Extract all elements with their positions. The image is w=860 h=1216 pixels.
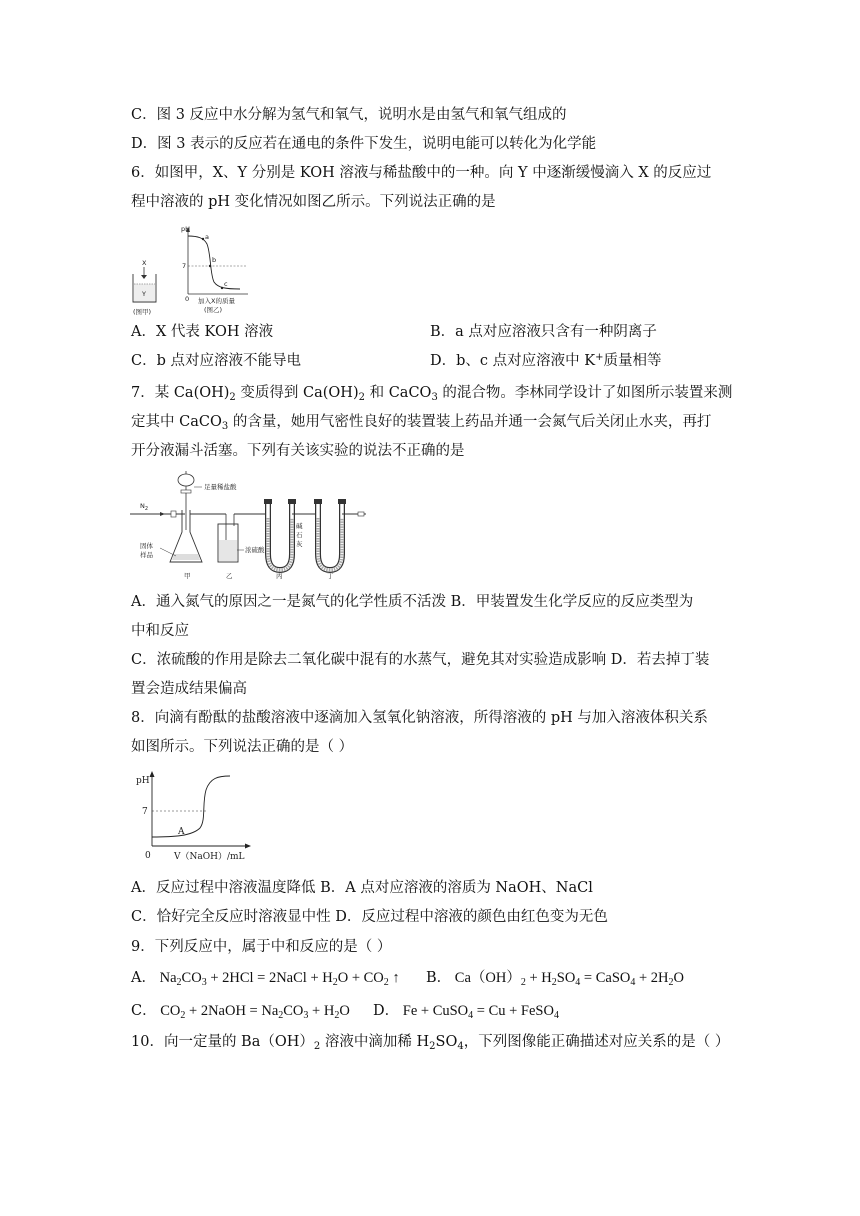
h2so4-label: 浓硫酸 (245, 546, 265, 554)
ph-graph (181, 225, 248, 314)
point-a-label: a (205, 233, 209, 241)
solid-label-1: 固体 (140, 542, 153, 550)
q8-stem-line2: 如图所示。下列说法正确的是（ ） (131, 739, 354, 755)
q7-options-line3: C．浓硫酸的作用是除去二氧化碳中混有的水蒸气，避免其对实验造成影响 D．若去掉丁装 (131, 652, 710, 668)
q7-options-line2: 中和反应 (131, 623, 189, 639)
q9-option-a: A． $Na_2CO_3 + 2HCl$ = 2NaCl + $H_2O + CO_2$ ↑ (131, 970, 400, 988)
u-tube-bing (268, 504, 292, 570)
x-axis-label: V（NaOH）/mL (174, 852, 245, 862)
q7-stem-line2: 定其中 CaCO$_3$ 的含量，她用气密性良好的装置装上药品并通一会氮气后关闭止水夹，再打 (131, 414, 712, 432)
soda-lime-label-1: 碱 (296, 522, 303, 530)
q7-stem-line1: 7．某 $Ca(OH)_2$ 变质得到 $Ca(OH)_2$ 和 CaCO$_3$ 的混合物。李林同学设计了如图所示装置来测 (131, 385, 733, 403)
graph-caption: (图乙) (204, 306, 223, 314)
q8-stem-line1: 8．向滴有酚酞的盐酸溶液中逐滴加入氢氧化钠溶液，所得溶液的 pH 与加入溶液体积关系 (131, 710, 708, 726)
point-c (221, 287, 223, 289)
tick-7: 7 (182, 262, 187, 270)
label-ding: 丁 (327, 572, 334, 580)
q7-stem-line3: 开分液漏斗活塞。下列有关该实验的说法不正确的是 (131, 443, 465, 459)
label-bing: 丙 (276, 572, 283, 580)
q6-option-b: B．a 点对应溶液只含有一种阴离子 (430, 324, 657, 340)
solid-label-2: 样品 (140, 551, 153, 559)
ph-axis-label: pH (136, 776, 150, 786)
point-b-label: b (212, 256, 217, 264)
q5-option-c: C．图 3 反应中水分解为氢气和氧气，说明水是由氢气和氧气组成的 (131, 107, 567, 123)
q7-options-line1: A．通入氮气的原因之一是氮气的化学性质不活泼 B．甲装置发生化学反应的反应类型为 (131, 594, 694, 610)
q6-stem-line1: 6．如图甲，X、Y 分别是 KOH 溶液与稀盐酸中的一种。向 Y 中逐渐缓慢滴入 X 的反应过 (131, 165, 712, 181)
q5-option-d: D．图 3 表示的反应若在通电的条件下发生，说明电能可以转化为化学能 (131, 136, 597, 152)
q9-option-b: B． $Ca(OH)_2 + H_2SO_4$ = CaSO$_4$ + $2H_2O$ (426, 970, 685, 988)
ph-curve (152, 776, 230, 837)
acid-label: 足量稀盐酸 (204, 483, 237, 491)
tick-7: 7 (142, 807, 148, 817)
origin-label: 0 (145, 851, 151, 861)
separatory-funnel (178, 474, 194, 486)
u-tube-ding (318, 504, 342, 570)
beaker-diagram (133, 259, 156, 316)
label-yi: 乙 (226, 572, 233, 580)
q6-option-a: A．X 代表 KOH 溶液 (131, 324, 274, 340)
beaker-label-y: Y (142, 290, 146, 298)
origin-label: 0 (185, 295, 190, 303)
q6-figure (128, 222, 258, 322)
q7-options-line4: 置会造成结果偏高 (131, 681, 247, 697)
q10-stem: 10．向一定量的 $Ba(OH)_2$ 溶液中滴加稀 $H_2SO_4$，下列图像能正确描述对应关系的是（ ） (131, 1034, 730, 1052)
point-a-label: A (178, 827, 185, 837)
label-jia: 甲 (184, 572, 191, 580)
q9-option-c: C． $CO_2$ + 2NaOH = $Na_2CO_3 + H_2O$ (131, 1003, 350, 1021)
q6-option-d: D．b、c 点对应溶液中 K+质量相等 (430, 352, 662, 369)
q6-stem-line2: 程中溶液的 pH 变化情况如图乙所示。下列说法正确的是 (131, 194, 496, 210)
q6-option-c: C．b 点对应溶液不能导电 (131, 353, 301, 369)
n2-label: $N_2$ (140, 502, 149, 512)
x-axis-label: 加入X的质量 (198, 297, 235, 305)
q7-apparatus-figure (130, 470, 380, 582)
point-a (202, 238, 204, 240)
q9-option-d: D． Fe + CuSO$_4$ = Cu + FeSO$_4$ (373, 1003, 559, 1021)
q8-ph-graph (130, 768, 255, 866)
q8-options-line2: C．恰好完全反应时溶液显中性 D．反应过程中溶液的颜色由红色变为无色 (131, 909, 608, 925)
point-c-label: c (224, 280, 228, 288)
beaker-caption: (图甲) (133, 308, 152, 316)
soda-lime-label-2: 石 (296, 531, 303, 539)
beaker-label-x: X (142, 259, 147, 267)
q9-stem: 9．下列反应中，属于中和反应的是（ ） (131, 939, 392, 955)
soda-lime-label-3: 灰 (296, 540, 303, 548)
point-b (209, 265, 211, 267)
q8-options-line1: A．反应过程中溶液温度降低 B．A 点对应溶液的溶质为 NaOH、NaCl (131, 880, 593, 896)
ph-axis-label: pH (181, 225, 191, 233)
